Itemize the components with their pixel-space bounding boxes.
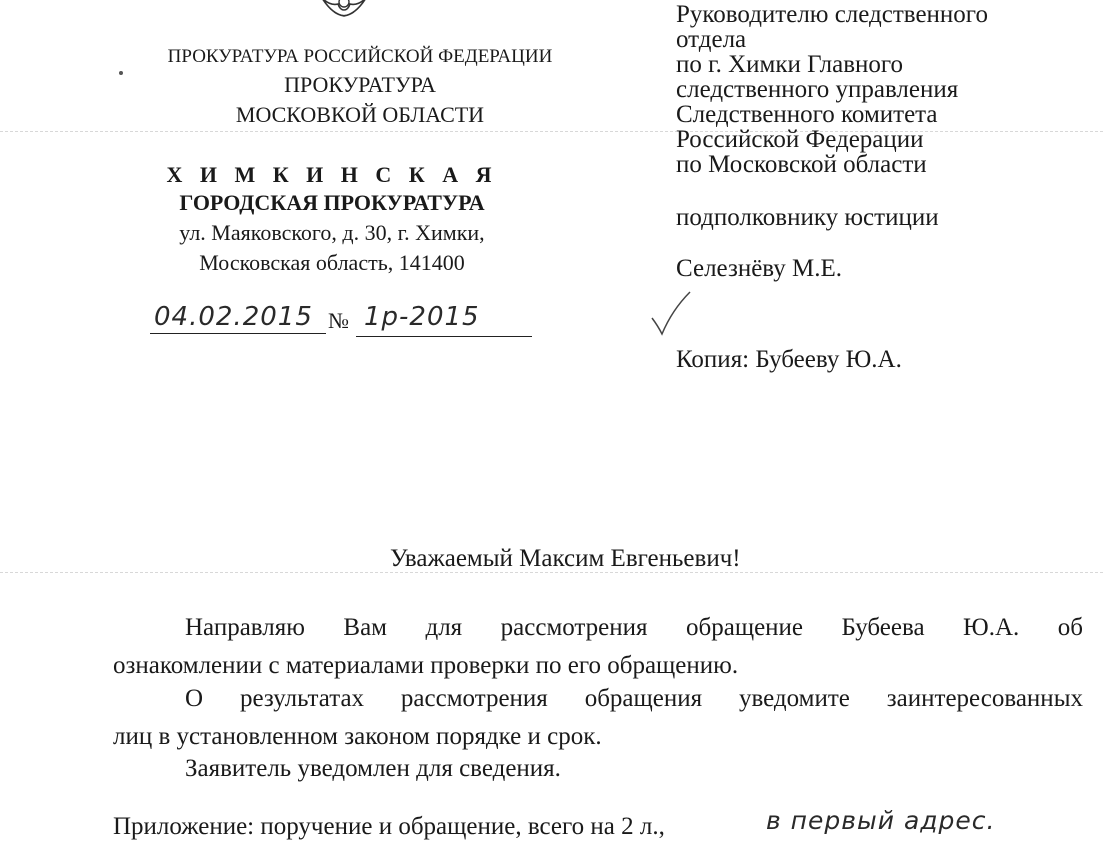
paragraph-2-line-1: О результатах рассмотрения обращения уведомите заинтересованных bbox=[185, 685, 1083, 712]
paragraph-1-line-1: Направляю Вам для рассмотрения обращение Бубеева Ю.А. об bbox=[185, 614, 1083, 641]
office-line-1: Х И М К И Н С К А Я bbox=[166, 162, 498, 187]
number-handwritten: 1р-2015 bbox=[364, 302, 480, 332]
paragraph-1-line-2: ознакомлении с материалами проверки по его обращению. bbox=[113, 652, 739, 679]
checkmark-icon bbox=[648, 290, 694, 338]
attachment-handwritten: в первый адрес. bbox=[766, 806, 996, 835]
paragraph-2 bbox=[113, 680, 1083, 756]
date-handwritten: 04.02.2015 bbox=[154, 302, 313, 332]
addressee-rank: подполковнику юстиции bbox=[676, 204, 939, 231]
emblem-icon bbox=[318, 0, 370, 20]
address-line-2: Московская область, 141400 bbox=[199, 250, 465, 275]
addressee-line: Руководителю следственного bbox=[676, 1, 988, 28]
attachment-note: Приложение: поручение и обращение, всего на 2 л., bbox=[113, 813, 665, 840]
paragraph-1 bbox=[113, 609, 1083, 685]
addressee-name: Селезнёву М.Е. bbox=[676, 255, 843, 282]
addressee-line: Российской Федерации bbox=[676, 126, 924, 153]
org-line-3: МОСКОВКОЙ ОБЛАСТИ bbox=[235, 102, 485, 127]
copy-recipient: Копия: Бубееву Ю.А. bbox=[676, 346, 902, 373]
addressee-line: Следственного комитета bbox=[676, 101, 938, 128]
paragraph-3 bbox=[113, 750, 1083, 788]
address-line-1: ул. Маяковского, д. 30, г. Химки, bbox=[179, 220, 485, 245]
addressee-line: по г. Химки Главного bbox=[676, 51, 904, 78]
salutation: Уважаемый Максим Евгеньевич! bbox=[390, 545, 741, 572]
number-underline bbox=[356, 336, 532, 337]
number-label: № bbox=[328, 308, 349, 333]
org-line-1: ПРОКУРАТУРА РОССИЙСКОЙ ФЕДЕРАЦИИ bbox=[167, 46, 553, 67]
addressee-line: отдела bbox=[676, 26, 747, 53]
office-line-2: ГОРОДСКАЯ ПРОКУРАТУРА bbox=[179, 190, 485, 215]
org-line-2: ПРОКУРАТУРА bbox=[284, 72, 436, 97]
addressee-line: следственного управления bbox=[676, 76, 959, 103]
date-underline bbox=[150, 333, 326, 334]
paragraph-2-line-2: лиц в установленном законом порядке и срок. bbox=[113, 723, 602, 750]
addressee-block bbox=[676, 2, 1096, 177]
paragraph-3-line-1: Заявитель уведомлен для сведения. bbox=[185, 755, 561, 782]
addressee-line: по Московской области bbox=[676, 151, 927, 178]
